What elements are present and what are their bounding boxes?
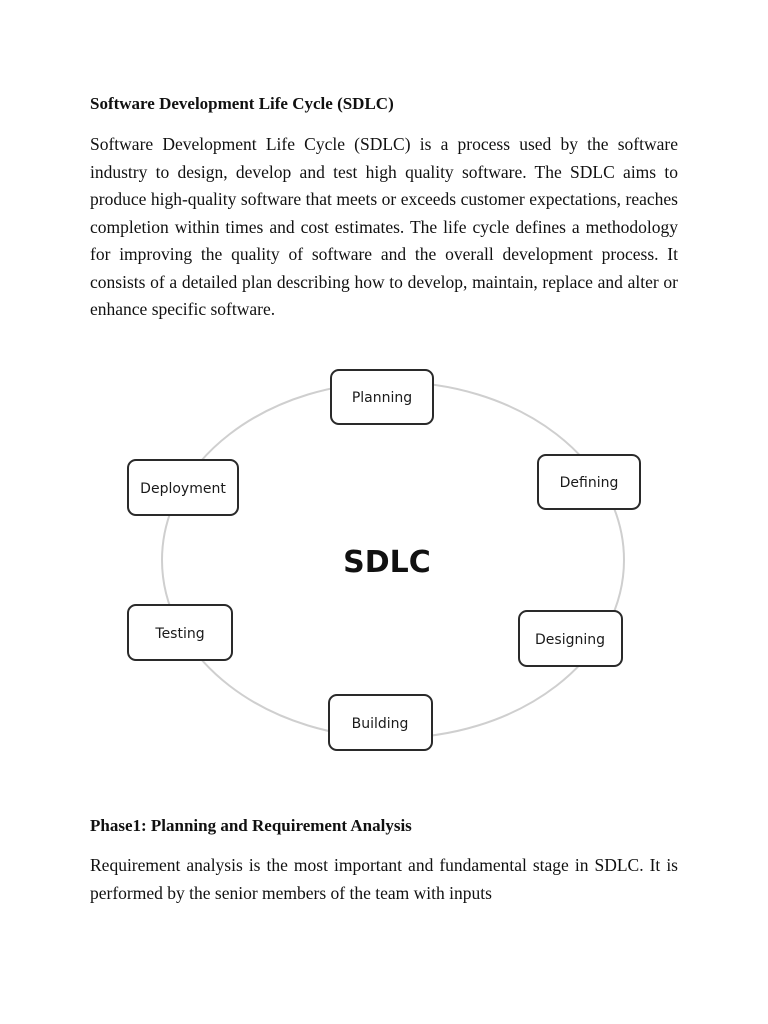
stage-designing-label: Designing bbox=[535, 632, 605, 648]
stage-planning bbox=[331, 370, 433, 424]
stage-deployment bbox=[128, 460, 238, 515]
section-title-phase1: Phase1: Planning and Requirement Analysis bbox=[90, 816, 412, 835]
paragraph-sdlc-intro: Software Development Life Cycle (SDLC) is a process used by the software industry to design, develop and test high quality software. The SDLC aims to produce high-quality software that meets or exceeds customer expectations, reaches completion within times and cost estimates. The life cycle defines a methodology for improving the quality of software and the overall development process. It consists of a detailed plan describing how to develop, maintain, replace and alter or enhance specific software. bbox=[90, 134, 678, 319]
sdlc-center-label: SDLC bbox=[343, 545, 431, 580]
stage-planning-label: Planning bbox=[351, 390, 413, 406]
stage-defining-label: Defining bbox=[559, 475, 619, 491]
section-title-sdlc: Software Development Life Cycle (SDLC) bbox=[90, 94, 394, 113]
paragraph-phase1: Requirement analysis is the most important and fundamental stage in SDLC. It is performed by the senior members of the team with inputs bbox=[90, 855, 678, 903]
stage-testing bbox=[128, 605, 232, 660]
stage-building bbox=[329, 695, 432, 750]
stage-testing-label: Testing bbox=[155, 626, 205, 642]
stage-defining bbox=[538, 455, 640, 509]
stage-deployment-label: Deployment bbox=[140, 481, 226, 497]
stage-building-label: Building bbox=[351, 716, 409, 732]
stage-designing bbox=[519, 611, 622, 666]
